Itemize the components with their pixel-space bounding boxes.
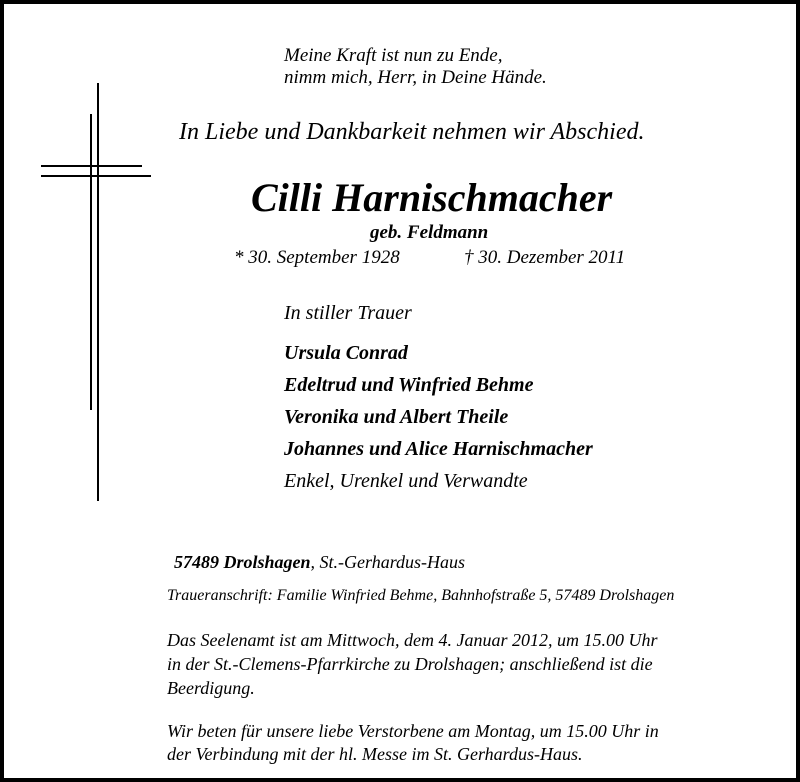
location-line bbox=[174, 552, 465, 573]
mourner-name: Edeltrud und Winfried Behme bbox=[284, 374, 534, 396]
motto-line-2: nimm mich, Herr, in Deine Hände. bbox=[284, 67, 547, 88]
mourner-name: Veronika und Albert Theile bbox=[284, 406, 509, 428]
mourning-intro: In stiller Trauer bbox=[284, 302, 412, 324]
mass-line-2: in der St.-Clemens-Pfarrkirche zu Drolshagen; anschließend ist die bbox=[167, 654, 653, 674]
prayer-line-1: Wir beten für unsere liebe Verstorbene am Montag, um 15.00 Uhr in bbox=[167, 721, 659, 741]
mourner-name: Ursula Conrad bbox=[284, 342, 408, 364]
location-venue: , St.-Gerhardus-Haus bbox=[310, 552, 466, 572]
farewell-line: In Liebe und Dankbarkeit nehmen wir Abschied. bbox=[179, 119, 645, 145]
mass-line-1: Das Seelenamt ist am Mittwoch, dem 4. Januar 2012, um 15.00 Uhr bbox=[167, 630, 658, 650]
maiden-name: geb. Feldmann bbox=[370, 222, 489, 243]
prayer-line-2: der Verbindung mit der hl. Messe im St. Gerhardus-Haus. bbox=[167, 744, 583, 764]
death-date: † 30. Dezember 2011 bbox=[464, 247, 626, 268]
deceased-name: Cilli Harnischmacher bbox=[251, 175, 613, 220]
motto-line-1: Meine Kraft ist nun zu Ende, bbox=[284, 45, 503, 66]
location-place: 57489 Drolshagen bbox=[174, 552, 311, 572]
birth-date: * 30. September 1928 bbox=[234, 247, 400, 268]
other-mourners: Enkel, Urenkel und Verwandte bbox=[284, 470, 528, 492]
mourning-address: Traueranschrift: Familie Winfried Behme, Bahnhofstraße 5, 57489 Drolshagen bbox=[167, 587, 675, 604]
mourner-name: Johannes und Alice Harnischmacher bbox=[284, 438, 593, 460]
mass-line-3: Beerdigung. bbox=[167, 678, 255, 698]
